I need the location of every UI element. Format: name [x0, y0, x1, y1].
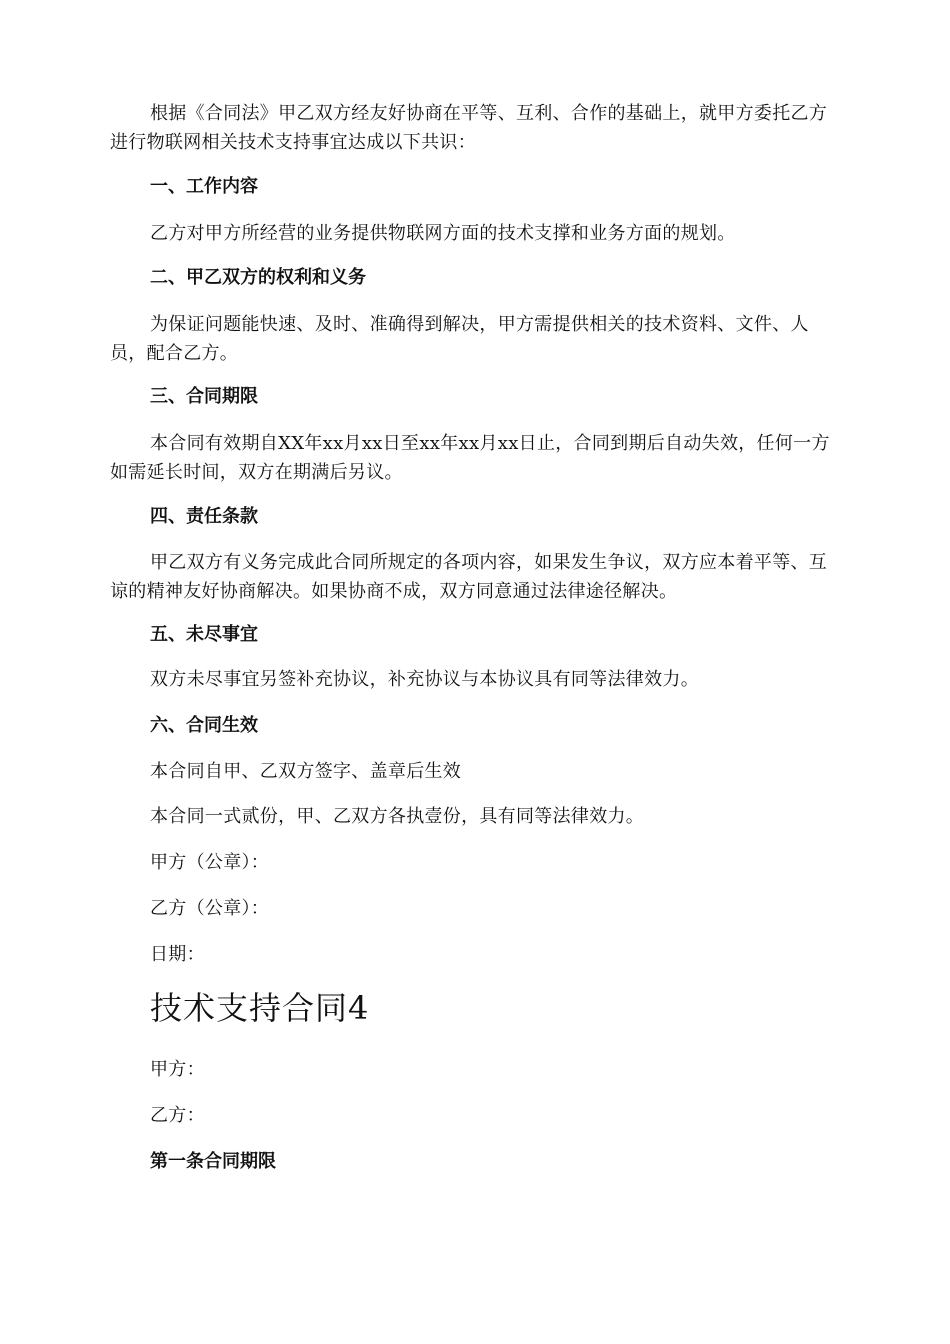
- date-line: 日期：: [150, 944, 205, 965]
- party-b-seal-line: 乙方（公章）：: [150, 898, 270, 919]
- section-1-heading: 一、工作内容: [150, 176, 258, 197]
- section-6-body-2: 本合同一式贰份，甲、乙双方各执壹份，具有同等法律效力。: [150, 806, 645, 827]
- section-2-body: 为保证问题能快速、及时、准确得到解决，甲方需提供相关的技术资料、文件、人员，配合乙方。: [110, 314, 809, 364]
- next-party-a-line: 甲方：: [150, 1059, 205, 1080]
- section-3-body: 本合同有效期自XX年xx月xx日至xx年xx月xx日止，合同到期后自动失效，任何一方如需延长时间，双方在期满后另议。: [110, 433, 830, 483]
- section-6-body: 本合同自甲、乙双方签字、盖章后生效: [150, 761, 462, 782]
- section-2-heading: 二、甲乙双方的权利和义务: [150, 267, 366, 288]
- section-3-heading: 三、合同期限: [150, 386, 258, 407]
- section-4-heading: 四、责任条款: [150, 506, 258, 527]
- section-5-heading: 五、未尽事宜: [150, 624, 258, 645]
- next-party-b-line: 乙方：: [150, 1105, 205, 1126]
- intro-paragraph: 根据《合同法》甲乙双方经友好协商在平等、互利、合作的基础上，就甲方委托乙方进行物联网相关技术支持事宜达成以下共识：: [110, 103, 828, 153]
- section-5-body: 双方未尽事宜另签补充协议，补充协议与本协议具有同等法律效力。: [150, 669, 699, 690]
- party-a-seal-line: 甲方（公章）：: [150, 852, 270, 873]
- contract-title: 技术支持合同4: [150, 989, 370, 1027]
- section-6-heading: 六、合同生效: [150, 715, 258, 736]
- section-4-body: 甲乙双方有义务完成此合同所规定的各项内容，如果发生争议，双方应本着平等、互谅的精神友好协商解决。如果协商不成，双方同意通过法律途径解决。: [110, 552, 828, 602]
- section-1-body: 乙方对甲方所经营的业务提供物联网方面的技术支撑和业务方面的规划。: [150, 223, 736, 244]
- first-article-heading: 第一条合同期限: [150, 1151, 276, 1172]
